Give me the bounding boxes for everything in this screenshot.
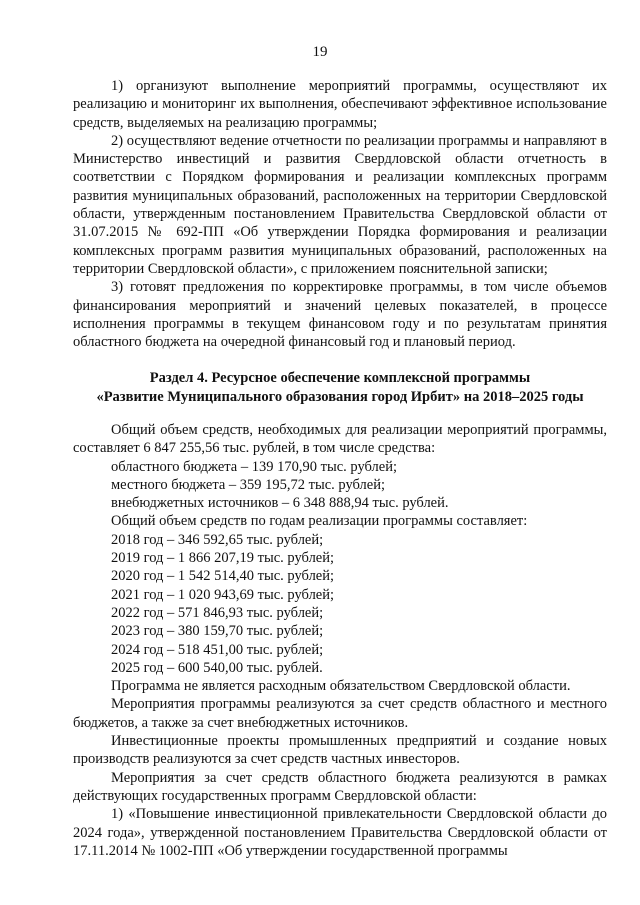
funding-year-2025: 2025 год – 600 540,00 тыс. рублей. xyxy=(111,659,323,676)
paragraph-item-2: 2) осуществляют ведение отчетности по реализации программы и направляют в Министерство инвестиций и развития Свердловской области отчетность в соответствии с Порядком формирования и реализации комплексных программ развития муниципальных образований, расположенных на территории Свердловской области, утвержденным постановлением Правительства Свердловской области от 31.07.2015 № 692-ПП «Об утверждении Порядка формирования и реализации комплексных программ развития муниципальных образований, расположенных на территории Свердловской области», с приложением пояснительной записки; xyxy=(73,132,607,277)
funding-section xyxy=(73,421,607,860)
closing-paragraph-5: 1) «Повышение инвестиционной привлекательности Свердловской области до 2024 года», утвержденной постановлением Правительства Свердловской области от 17.11.2014 № 1002-ПП «Об утверждении государственной программы xyxy=(73,806,607,859)
funding-by-year-intro: Общий объем средств по годам реализации программы составляет: xyxy=(111,513,528,530)
closing-paragraph-3: Инвестиционные проекты промышленных предприятий и создание новых производств реализуются за счет средств частных инвесторов. xyxy=(73,733,607,768)
funding-source-extrabudgetary: внебюджетных источников – 6 348 888,94 тыс. рублей. xyxy=(111,495,449,512)
page-number: 19 xyxy=(312,44,328,60)
funding-source-regional: областного бюджета – 139 170,90 тыс. рублей; xyxy=(111,458,397,475)
closing-paragraph-1: Программа не является расходным обязательством Свердловской области. xyxy=(111,678,571,695)
section-title-line-2: «Развитие Муниципального образования город Ирбит» на 2018–2025 годы xyxy=(96,389,584,405)
funding-source-local: местного бюджета – 359 195,72 тыс. рублей; xyxy=(111,476,386,493)
funding-total-paragraph: Общий объем средств, необходимых для реализации мероприятий программы, составляет 6 847 255,56 тыс. рублей, в том числе средства: xyxy=(73,422,607,457)
funding-year-2022: 2022 год – 571 846,93 тыс. рублей; xyxy=(111,604,324,621)
closing-paragraph-2: Мероприятия программы реализуются за счет средств областного и местного бюджетов, а также за счет внебюджетных источников. xyxy=(73,696,607,731)
funding-year-2019: 2019 год – 1 866 207,19 тыс. рублей; xyxy=(111,550,335,567)
responsibilities-section xyxy=(73,77,607,351)
funding-year-2018: 2018 год – 346 592,65 тыс. рублей; xyxy=(111,531,324,548)
closing-paragraph-4: Мероприятия за счет средств областного бюджета реализуются в рамках действующих государственных программ Свердловской области: xyxy=(73,769,607,804)
paragraph-item-3: 3) готовят предложения по корректировке программы, в том числе объемов финансирования мероприятий и значений целевых показателей, в процессе исполнения программы в текущем финансовом году и по результатам принятия областного бюджета на очередной финансовый год и плановый период. xyxy=(73,279,607,351)
section-title-line-1: Раздел 4. Ресурсное обеспечение комплексной программы xyxy=(149,370,531,386)
funding-year-2024: 2024 год – 518 451,00 тыс. рублей; xyxy=(111,641,324,658)
section-heading xyxy=(73,369,607,407)
funding-year-2021: 2021 год – 1 020 943,69 тыс. рублей; xyxy=(111,586,335,603)
funding-year-2023: 2023 год – 380 159,70 тыс. рублей; xyxy=(111,623,324,640)
paragraph-item-1: 1) организуют выполнение мероприятий программы, осуществляют их реализацию и мониторинг их выполнения, обеспечивают эффективное использование средств, выделяемых на реализацию программы; xyxy=(73,78,607,131)
funding-year-2020: 2020 год – 1 542 514,40 тыс. рублей; xyxy=(111,568,335,585)
